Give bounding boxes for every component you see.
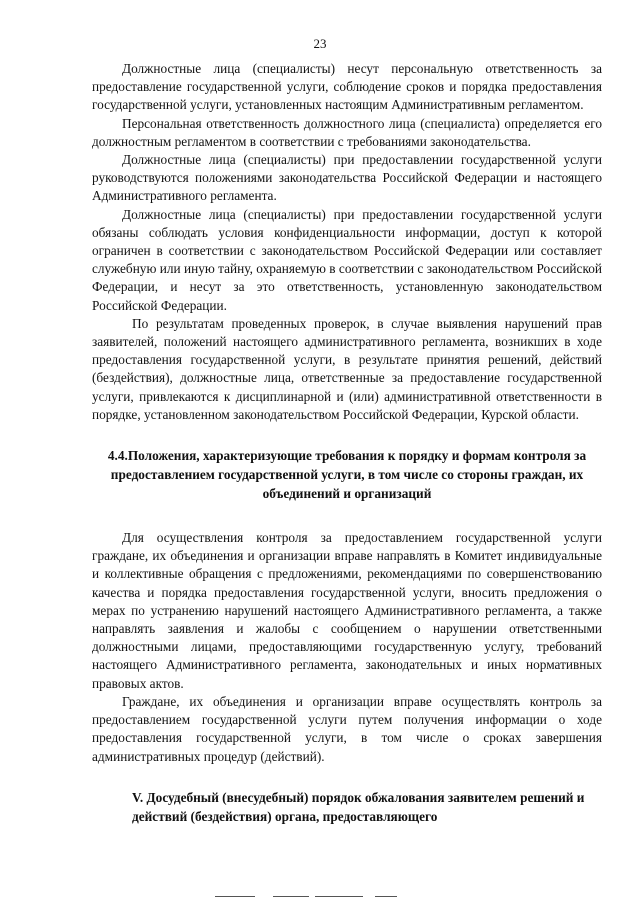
footer-mark <box>215 896 255 897</box>
section-v-heading: V. Досудебный (внесудебный) порядок обжалования заявителем решений и действий (бездействия) органа, предоставляющего <box>132 789 585 824</box>
paragraph-citizen-information: Граждане, их объединения и организации вправе осуществлять контроль за предоставлением государственной услуги путем получения информации о ходе предоставления государственной услуги, в том числе о сроках завершения административных процедур (действий). <box>92 693 602 764</box>
footer-mark <box>375 896 397 897</box>
section-4-4-heading: 4.4.Положения, характеризующие требования к порядку и формам контроля за предоставлением государственной услуги, в том числе со стороны граждан, их объединений и организаций <box>107 448 587 502</box>
page-number: 23 <box>313 36 327 51</box>
paragraph-confidentiality: Должностные лица (специалисты) при предоставлении государственной услуги обязаны соблюдать условия конфиденциальности информации, доступ к которой ограничен в соответствии с законодательством Российской Федерации или составляет служебную или иную тайну, охраняемую в соответствии с законодательством Российской Федерации, и несут за это ответственность, установленную законодательством Российской Федерации. <box>92 206 602 313</box>
paragraph-personal-responsibility: Должностные лица (специалисты) несут персональную ответственность за предоставление государственной услуги, соблюдение сроков и порядка предоставления государственной услуги, установленных настоящим Административным регламентом. <box>92 61 602 113</box>
document-body <box>92 60 602 826</box>
footer-scan-marks <box>215 896 455 900</box>
paragraph-citizen-control: Для осуществления контроля за предоставлением государственной услуги граждане, их объединения и организации вправе направлять в Комитет индивидуальные и коллективные обращения с предложениями, рекомендациями по совершенствованию качества и порядка предоставления государственной услуги, вносить предложения о мерах по устранению нарушений настоящего Административного регламента, а также направлять заявления и жалобы с сообщением о нарушении ответственными должностными лицами, предоставляющими государственную услугу, требований настоящего Административного регламента, законодательных и иных нормативных правовых актов. <box>92 530 602 691</box>
paragraph-official-responsibility: Персональная ответственность должностного лица (специалиста) определяется его должностным регламентом в соответствии с требованиями законодательства. <box>92 115 602 149</box>
paragraph-inspection-results: По результатам проведенных проверок, в случае выявления нарушений прав заявителей, положений настоящего административного регламента, возникших в ходе предоставления государственной услуги, в результате принятия решений, действий (бездействия), должностные лица, ответственные за предоставление государственной услуги, привлекаются к дисциплинарной и (или) административной ответственности в порядке, установленном законодательством Российской Федерации, Курской области. <box>92 315 602 422</box>
paragraph-legislation-guidance: Должностные лица (специалисты) при предоставлении государственной услуги руководствуются положениями законодательства Российской Федерации и настоящего Административного регламента. <box>92 152 602 204</box>
footer-mark <box>273 896 309 897</box>
footer-mark <box>315 896 363 897</box>
